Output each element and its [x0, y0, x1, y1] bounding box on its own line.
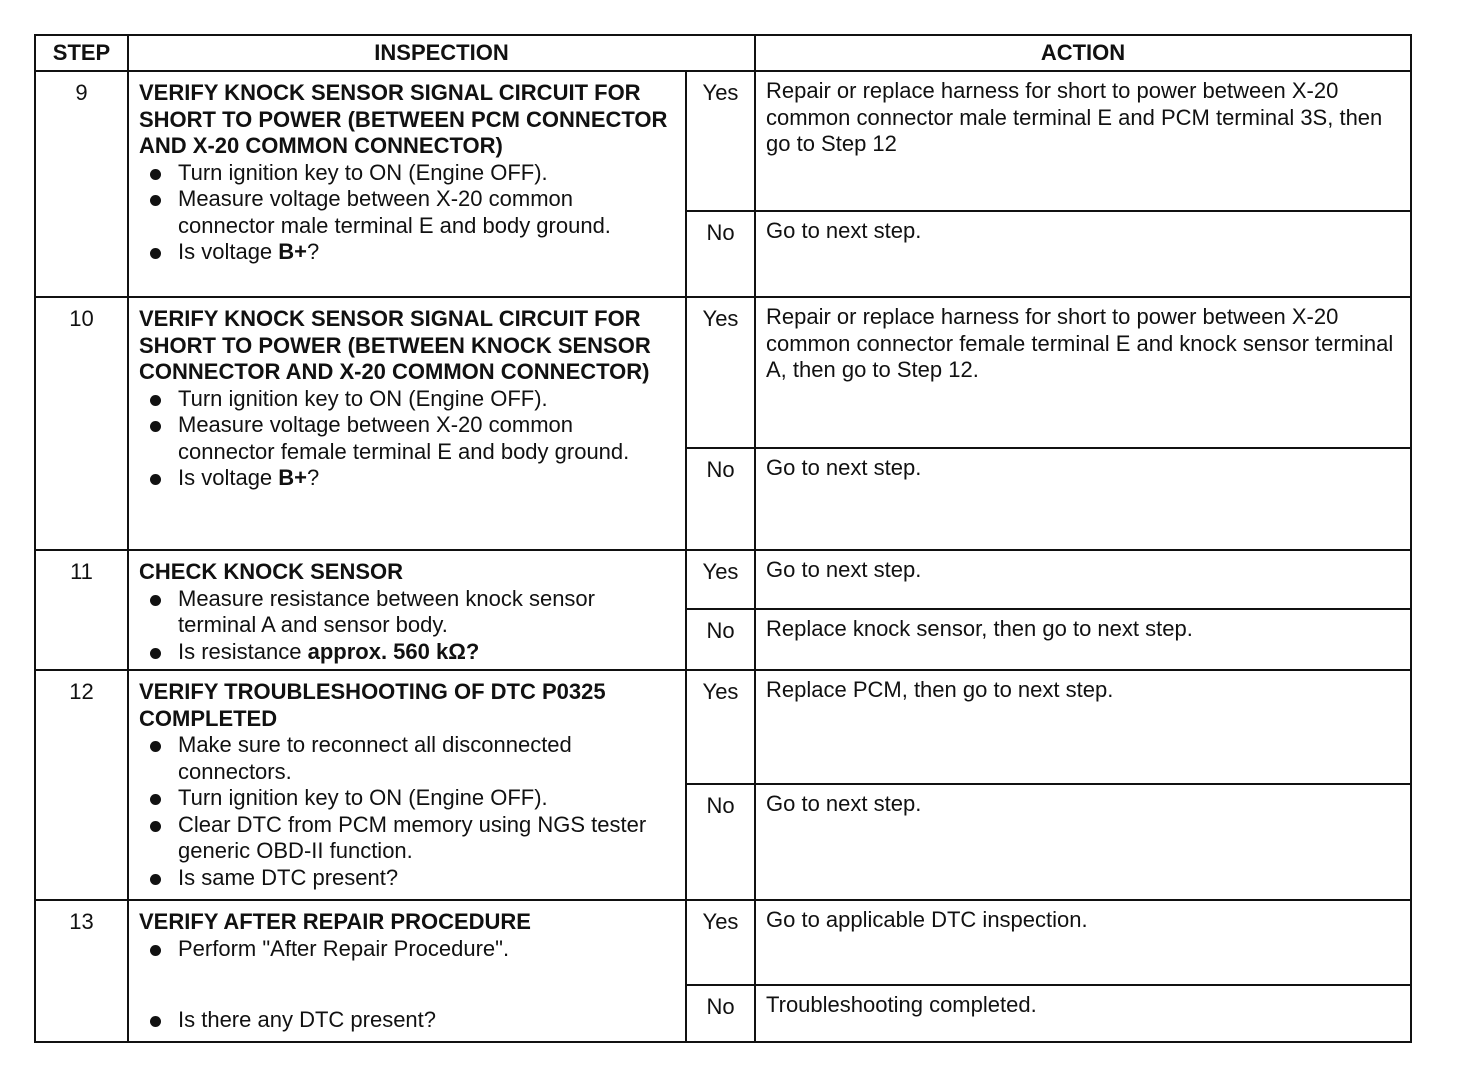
bullet-icon [150, 874, 161, 885]
bullet-item: Is voltage B+? [139, 239, 675, 266]
bullet-item: Is voltage B+? [139, 465, 675, 492]
step-row-10-yes [35, 297, 1411, 448]
inspection-cell [128, 900, 686, 1042]
step-row-9-yes [35, 71, 1411, 211]
header-action: ACTION [755, 35, 1411, 71]
diagnostic-table [34, 34, 1412, 1043]
inspection-title: VERIFY KNOCK SENSOR SIGNAL CIRCUIT FOR SHORT TO POWER (BETWEEN KNOCK SENSOR CONNECTOR AND X-20 COMMON CONNECTOR) [139, 306, 651, 384]
no-action: Troubleshooting completed. [755, 985, 1411, 1042]
no-action: Go to next step. [755, 211, 1411, 297]
header-step: STEP [35, 35, 128, 71]
bullet-item: Is same DTC present? [139, 865, 675, 892]
bullet-icon [150, 741, 161, 752]
bullet-icon [150, 421, 161, 432]
inspection-cell [128, 71, 686, 297]
no-action: Go to next step. [755, 448, 1411, 550]
step-row-11-yes [35, 550, 1411, 609]
yes-label: Yes [686, 900, 755, 985]
inspection-title: VERIFY TROUBLESHOOTING OF DTC P0325 COMPLETED [139, 679, 606, 731]
bullet-item: Make sure to reconnect all disconnected connectors. [139, 732, 675, 785]
step-number: 11 [35, 550, 128, 670]
inspection-title: VERIFY AFTER REPAIR PROCEDURE [139, 909, 531, 934]
header-inspection: INSPECTION [128, 35, 755, 71]
bullet-item: Measure voltage between X-20 common connector male terminal E and body ground. [139, 186, 675, 239]
inspection-cell [128, 670, 686, 900]
bullet-item: Turn ignition key to ON (Engine OFF). [139, 785, 675, 812]
bullet-icon [150, 1016, 161, 1027]
bullet-item: Turn ignition key to ON (Engine OFF). [139, 386, 675, 413]
step-number: 13 [35, 900, 128, 1042]
yes-action: Go to next step. [755, 550, 1411, 609]
yes-label: Yes [686, 71, 755, 211]
no-label: No [686, 609, 755, 670]
step-row-12-yes [35, 670, 1411, 784]
step-number: 9 [35, 71, 128, 297]
yes-label: Yes [686, 297, 755, 448]
step-number: 10 [35, 297, 128, 550]
yes-label: Yes [686, 670, 755, 784]
bullet-item: Turn ignition key to ON (Engine OFF). [139, 160, 675, 187]
yes-label: Yes [686, 550, 755, 609]
yes-action: Repair or replace harness for short to power between X-20 common connector male terminal E and PCM terminal 3S, then go to Step 12 [755, 71, 1411, 211]
bullet-icon [150, 648, 161, 659]
header-row [35, 35, 1411, 71]
bullet-icon [150, 474, 161, 485]
bullet-icon [150, 395, 161, 406]
no-action: Replace knock sensor, then go to next step. [755, 609, 1411, 670]
inspection-cell [128, 297, 686, 550]
bullet-icon [150, 195, 161, 206]
step-number: 12 [35, 670, 128, 900]
step-row-13-yes [35, 900, 1411, 985]
bullet-item: Is there any DTC present? [139, 1007, 675, 1034]
bullet-item: Perform "After Repair Procedure". [139, 936, 675, 963]
bullet-item: Is resistance approx. 560 kΩ? [139, 639, 675, 666]
bullet-icon [150, 248, 161, 259]
inspection-bullets [139, 386, 675, 492]
bullet-item: Measure voltage between X-20 common connector female terminal E and body ground. [139, 412, 675, 465]
no-label: No [686, 784, 755, 900]
no-action: Go to next step. [755, 784, 1411, 900]
bullet-item: Measure resistance between knock sensor terminal A and sensor body. [139, 586, 675, 639]
yes-action: Go to applicable DTC inspection. [755, 900, 1411, 985]
no-label: No [686, 448, 755, 550]
yes-action: Replace PCM, then go to next step. [755, 670, 1411, 784]
no-label: No [686, 985, 755, 1042]
bullet-icon [150, 595, 161, 606]
bullet-item: Clear DTC from PCM memory using NGS tester generic OBD-II function. [139, 812, 675, 865]
yes-action: Repair or replace harness for short to power between X-20 common connector female terminal E and knock sensor terminal A, then go to Step 12. [755, 297, 1411, 448]
inspection-bullets [139, 586, 675, 666]
bullet-icon [150, 945, 161, 956]
inspection-title: CHECK KNOCK SENSOR [139, 559, 404, 584]
inspection-bullets [139, 160, 675, 266]
bullet-icon [150, 794, 161, 805]
no-label: No [686, 211, 755, 297]
bullet-icon [150, 169, 161, 180]
bullet-icon [150, 821, 161, 832]
inspection-cell [128, 550, 686, 670]
inspection-bullets [139, 732, 675, 891]
inspection-title: VERIFY KNOCK SENSOR SIGNAL CIRCUIT FOR SHORT TO POWER (BETWEEN PCM CONNECTOR AND X-20 COMMON CONNECTOR) [139, 80, 668, 158]
inspection-bullets [139, 936, 675, 1034]
